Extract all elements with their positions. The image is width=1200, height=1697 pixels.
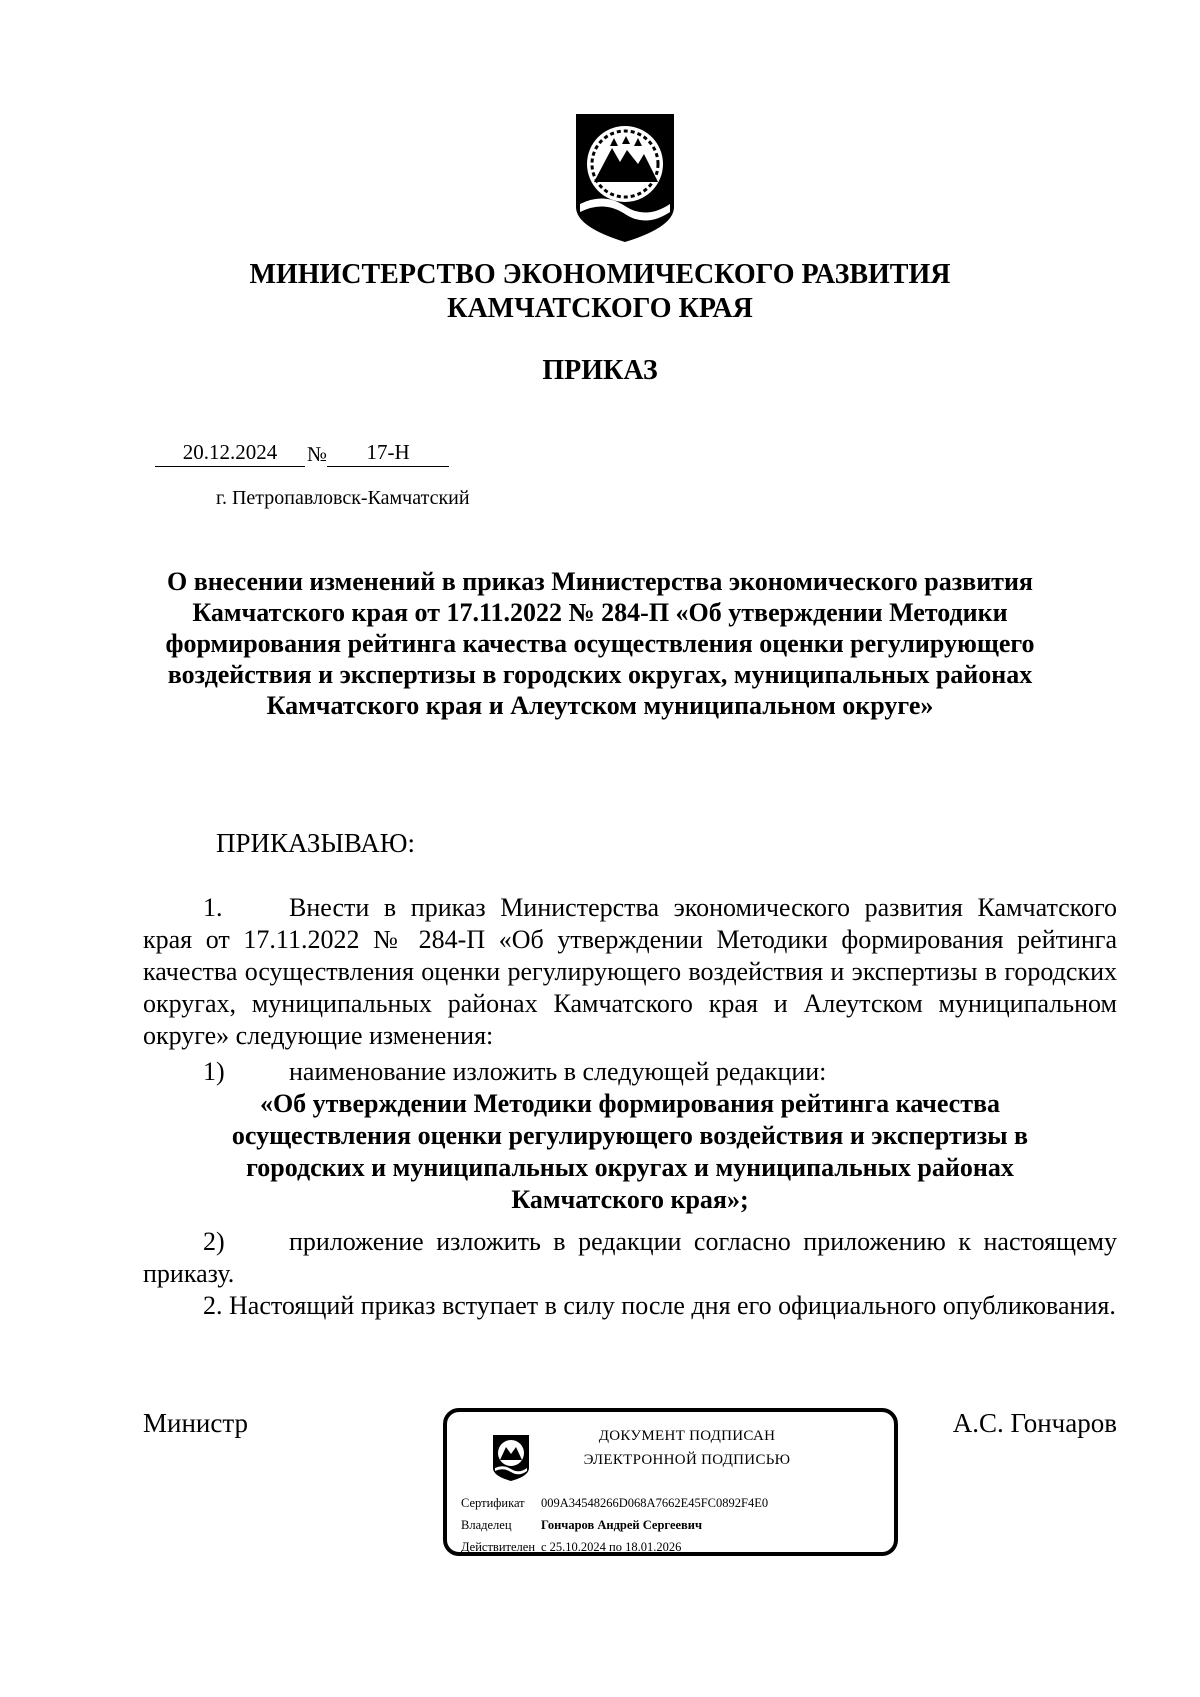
paragraph-1-text: Внести в приказ Министерства экономического развития Камчатского края от 17.11.2022 № 284-П «Об утверждении Методики формирования рейтинга качества осуществления оценки регулирующего воздействия и экспертизы в городских округах, муниципальных районах Камчатского края и Алеутском муниципальном округе» следующие изменения: <box>143 893 1117 1050</box>
signatory-position: Министр <box>143 1408 248 1438</box>
signatory-name: А.С. Гончаров <box>952 1408 1117 1438</box>
paragraph-1 <box>143 892 1117 1052</box>
certificate-label: Сертификат <box>461 1496 525 1510</box>
subparagraph-2 <box>143 1226 1117 1290</box>
paragraph-2: 2. Настоящий приказ вступает в силу после дня его официального опубликования. <box>203 1291 1116 1320</box>
subparagraph-1-number: 1) <box>203 1057 225 1086</box>
validity-row <box>461 1540 681 1555</box>
document-number: 17-Н <box>327 440 449 467</box>
document-subject: О внесении изменений в приказ Министерства экономического развития Камчатского края от 17.11.2022 № 284-П «Об утверждении Методики формирования рейтинга качества осуществления оценки регулирующего воздействия и экспертизы в городских округах, муниципальных районах Камчатского края и Алеутском муниципальном округе» <box>165 567 1035 720</box>
document-type: ПРИКАЗ <box>542 355 658 386</box>
new-title-quote: «Об утверждении Методики формирования рейтинга качества осуществления оценки регулирующего воздействия и экспертизы в городских и муниципальных округах и муниципальных районах Камчатского края»; <box>231 1089 1029 1214</box>
document-date: 20.12.2024 <box>155 440 305 467</box>
owner-value: Гончаров Андрей Сергеевич <box>541 1518 703 1532</box>
order-word: ПРИКАЗЫВАЮ: <box>216 828 415 858</box>
date-number-line <box>155 440 449 467</box>
organization-name-line1: МИНИСТЕРСТВО ЭКОНОМИЧЕСКОГО РАЗВИТИЯ <box>249 259 951 290</box>
organization-name-line2: КАМЧАТСКОГО КРАЯ <box>447 293 753 324</box>
stamp-emblem-icon <box>492 1434 530 1482</box>
stamp-title-line1: ДОКУМЕНТ ПОДПИСАН <box>598 1428 776 1444</box>
paragraph-1-number: 1. <box>203 893 223 922</box>
number-sign: № <box>307 442 328 466</box>
owner-label: Владелец <box>461 1518 512 1532</box>
subparagraph-2-number: 2) <box>203 1227 225 1256</box>
subparagraph-1 <box>143 1056 1117 1088</box>
city: г. Петропавловск-Камчатский <box>216 487 470 509</box>
validity-value: с 25.10.2024 по 18.01.2026 <box>541 1540 682 1554</box>
stamp-title-line2: ЭЛЕКТРОННОЙ ПОДПИСЬЮ <box>583 1452 791 1468</box>
subparagraph-1-text: наименование изложить в следующей редакции: <box>289 1057 827 1086</box>
electronic-signature-stamp <box>443 1408 898 1556</box>
subparagraph-2-text: приложение изложить в редакции согласно приложению к настоящему приказу. <box>143 1227 1117 1288</box>
validity-label: Действителен <box>461 1540 536 1554</box>
certificate-row <box>461 1496 768 1511</box>
coat-of-arms-icon <box>574 112 676 244</box>
owner-row <box>461 1518 702 1533</box>
certificate-value: 009A34548266D068A7662E45FC0892F4E0 <box>541 1496 769 1510</box>
